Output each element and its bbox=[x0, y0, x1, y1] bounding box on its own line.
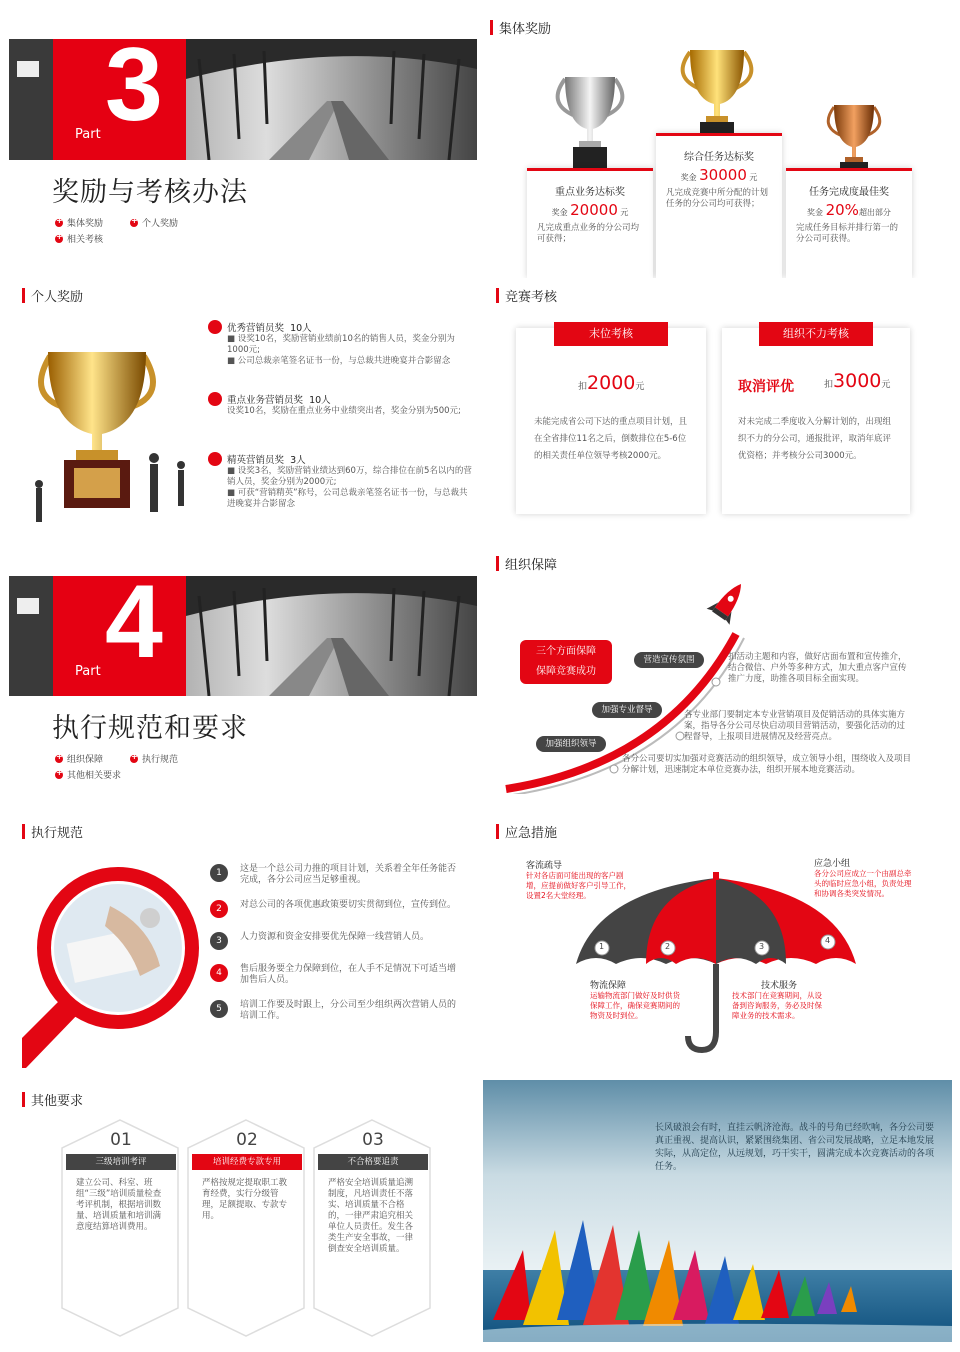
step-label: 加强专业督导 bbox=[592, 702, 662, 718]
bullet-item[interactable]: + 执行规范 bbox=[130, 752, 178, 765]
slide-collective-award bbox=[490, 18, 960, 278]
part-box bbox=[53, 39, 186, 160]
callout-box: 三个方面保障 保障竞赛成功 bbox=[520, 640, 612, 684]
measure-item: 客流疏导 针对各店面可能出现的客户剧增，应提前做好客户引导工作，设置2名大堂经理。 bbox=[526, 861, 631, 900]
list-item: 3 人力资源和资金安排要优先保障一线营销人员。 bbox=[210, 932, 460, 950]
part-number: 4 bbox=[105, 576, 163, 680]
measure-item: 物流保障 运输物流部门做好及时供货保障工作，确保竞赛期间的物资及时到位。 bbox=[590, 981, 680, 1020]
step-label: 营造宣传氛围 bbox=[634, 652, 704, 668]
list-item: 4 售后服务要全力保障到位，在人手不足情况下可适当增加售后人员。 bbox=[210, 964, 460, 986]
slide-part3 bbox=[0, 0, 480, 270]
list-item: 2 对总公司的各项优惠政策要切实贯彻到位，宣传到位。 bbox=[210, 900, 460, 918]
station-banner bbox=[9, 39, 477, 160]
closing-text: 长风破浪会有时，直挂云帆济沧海。战斗的号角已经吹响，各分公司要真正重视、提高认识，紧紧围绕集团、省公司发展战略，立足本地发展实际，从高定位，从远规划，巧干实干，圆满完成本次竞赛活动的各项任务。 bbox=[655, 1123, 935, 1172]
plus-icon bbox=[55, 219, 63, 227]
podium-card: 任务完成度最佳奖 奖金 20%超出部分 完成任务目标并排行第一的分公司可获得。 bbox=[786, 168, 912, 278]
part-box bbox=[53, 576, 186, 696]
slide-competition-assessment bbox=[496, 286, 960, 536]
plus-icon bbox=[55, 771, 63, 779]
part-label: Part bbox=[75, 127, 101, 142]
bullet-item[interactable]: + 相关考核 bbox=[55, 232, 103, 245]
list-item: 1 这是一个总公司力推的项目计划，关系着全年任务能否完成，各分公司应当足够重视。 bbox=[210, 864, 460, 886]
section-header: 执行规范 bbox=[22, 822, 83, 840]
measure-item: 应急小组 各分公司应成立一个由副总牵头的临时应急小组，负责处理和协调各类突发情况。 bbox=[814, 859, 912, 898]
windsurf-photo bbox=[483, 1080, 952, 1342]
slide-part4 bbox=[0, 538, 480, 788]
step-text: 各分公司要切实加强对竞赛活动的组织领导，成立领导小组，围绕收入及项目分解计划，迅速制定本单位竞赛办法，组织开展本地竞赛活动。 bbox=[622, 754, 912, 775]
award-item: 精英营销员奖 3人 ■ 设奖3名，奖励营销业绩达到60万，综合排位在前5名以内的营销人员，奖金分别为2000元; ■ 可获“营销精英”称号，公司总裁亲笔签名证书一份，与总裁共进晚宴并合影留念 bbox=[208, 452, 473, 510]
slide-emergency: 应急措施 1 2 3 4 客流疏导 针对各店面可能出现的客户剧增，应提前做好客户引导工作，设置2名大堂经理。 物流保障 运输物流部门做好及时供货保障工作，确保竞赛期间的物资及时到位。 技术服务 技术部门在竞赛期间，从设备到咨询服务，务必及时保障业务的技术需求。 应急小组 各分公司应成立一个由副总牵头的临时应急小组，负责处理和协调各类突发情况。 bbox=[496, 822, 960, 1072]
list-item: 5 培训工作要及时跟上，分公司至少组织两次营销人员的培训工作。 bbox=[210, 1000, 460, 1022]
section-title: 奖励与考核办法 bbox=[52, 177, 248, 208]
slide-individual-award bbox=[22, 286, 480, 536]
section-header: 应急措施 bbox=[496, 822, 557, 840]
podium-card: 综合任务达标奖 奖金 30000 元 凡完成竞赛中所分配的计划任务的分公司均可获得； bbox=[656, 133, 782, 278]
card-tab: 组织不力考核 bbox=[759, 322, 873, 346]
step-text: 扣活动主题和内容，做好店面布置和宣传推介，结合微信、户外等多种方式，加大重点客户宣传推广力度，助推各项目标全面实现。 bbox=[728, 652, 907, 684]
slide-organization bbox=[496, 554, 960, 794]
assessment-card: 组织不力考核 取消评优 扣3000元 对未完成二季度收入分解计划的，出现组织不力的分公司，通报批评，取消年底评优资格；并考核分公司3000元。 bbox=[722, 328, 910, 514]
bullet-item[interactable]: + 个人奖励 bbox=[130, 216, 178, 229]
bullet-item[interactable]: + 集体奖励 bbox=[55, 216, 103, 229]
bullet-item[interactable]: + 组织保障 bbox=[55, 752, 103, 765]
requirement-col: 03 不合格要追责 严格安全培训质量追溯制度，凡培训责任不落实、培训质量不合格的，一律严肃追究相关单位人员责任。发生各类生产安全事故，一律倒查安全培训质量。 bbox=[318, 1130, 428, 1263]
slide-closing-photo bbox=[483, 1080, 952, 1342]
magnifier-photo-graphic bbox=[22, 846, 200, 1072]
part-label: Part bbox=[75, 664, 101, 679]
part-number: 3 bbox=[105, 39, 163, 143]
bullet-item[interactable]: + 其他相关要求 bbox=[55, 768, 121, 781]
plus-icon bbox=[130, 219, 138, 227]
award-item: 优秀营销员奖 10人 ■ 设奖10名，奖励营销业绩前10名的销售人员，奖金分别为1000元; ■ 公司总裁亲笔签名证书一份，与总裁共进晚宴并合影留念 bbox=[208, 320, 473, 367]
medal-icon bbox=[208, 452, 222, 466]
award-item: 重点业务营销员奖 10人 设奖10名，奖励在重点业务中业绩突出者，奖金分别为500元; bbox=[208, 392, 473, 417]
requirement-col: 01 三级培训考评 建立公司、科室、班组“三级”培训质量检查考评机制，根据培训数量、培训质量和培训满意度结算培训费用。 bbox=[66, 1130, 176, 1241]
gold-trophy-icon bbox=[680, 46, 754, 146]
assessment-card: 末位考核 扣2000元 未能完成省公司下达的重点项目计划，且在全省排位11名之后，倒数排位在5-6位的相关责任单位领导考核2000元。 bbox=[516, 328, 706, 514]
measure-item: 技术服务 技术部门在竞赛期间，从设备到咨询服务，务必及时保障业务的技术需求。 bbox=[732, 981, 822, 1020]
section-header: 其他要求 bbox=[22, 1090, 83, 1108]
step-text: 各专业部门要制定本专业营销项目及促销活动的具体实施方案，指导各分公司尽快启动项目营销活动，要强化活动的过程督导，上报项目进展情况及经营亮点。 bbox=[684, 710, 906, 742]
medal-icon bbox=[208, 392, 222, 406]
requirement-col: 02 培训经费专款专用 严格按规定提取职工教育经费，实行分级管理，足额提取、专款专用。 bbox=[192, 1130, 302, 1230]
section-header: 集体奖励 bbox=[490, 18, 551, 36]
station-banner bbox=[9, 576, 477, 696]
medal-icon bbox=[208, 320, 222, 334]
trophy-with-people-illustration bbox=[32, 346, 192, 526]
podium-card: 重点业务达标奖 奖金 20000 元 凡完成重点业务的分公司均可获得； bbox=[527, 168, 653, 278]
section-header: 个人奖励 bbox=[22, 286, 83, 304]
section-header: 组织保障 bbox=[496, 554, 557, 572]
plus-icon bbox=[130, 755, 138, 763]
section-title: 执行规范和要求 bbox=[52, 713, 248, 744]
plus-icon bbox=[55, 235, 63, 243]
plus-icon bbox=[55, 755, 63, 763]
silver-trophy-icon bbox=[555, 73, 625, 178]
card-tab: 末位考核 bbox=[554, 322, 668, 346]
step-label: 加强组织领导 bbox=[536, 736, 606, 752]
slide-other-requirements bbox=[22, 1090, 480, 1340]
section-header: 竞赛考核 bbox=[496, 286, 557, 304]
execution-list bbox=[210, 864, 460, 1022]
slide-execution bbox=[22, 822, 480, 1072]
